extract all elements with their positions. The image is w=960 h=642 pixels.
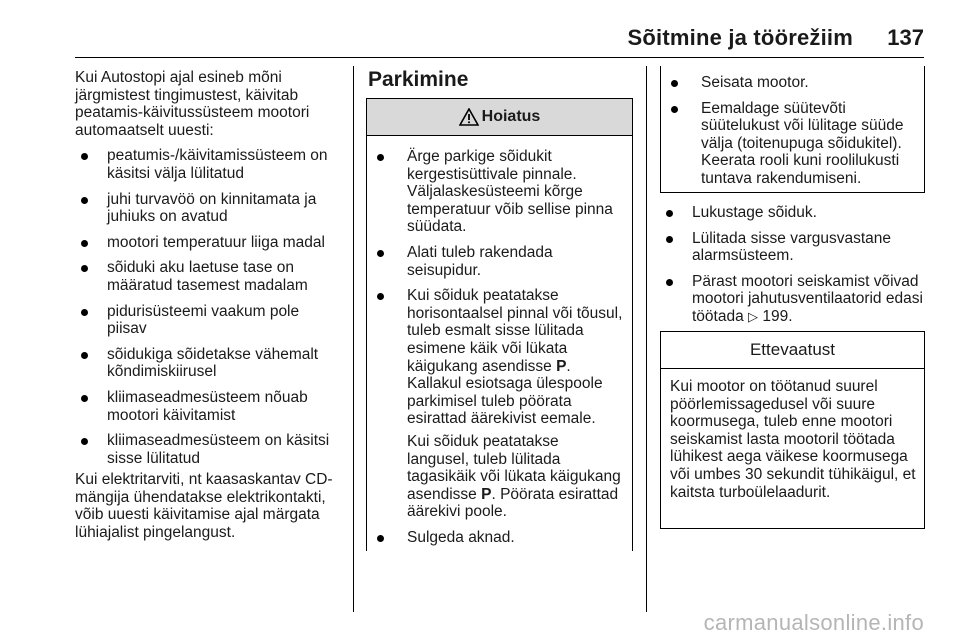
list-item: peatumis-/käivitamissüsteem on käsitsi välja lülitatud bbox=[75, 147, 343, 182]
middle-column bbox=[368, 68, 632, 92]
bullet-dot bbox=[666, 236, 673, 243]
warning-box bbox=[366, 98, 633, 551]
bullet-dot bbox=[81, 197, 88, 204]
bullet-dot bbox=[81, 240, 88, 247]
caution-box bbox=[660, 331, 925, 529]
restart-conditions-list bbox=[75, 147, 343, 467]
list-item: Pärast mootori seiskamist võivad mootori jahutusventilaatorid edasi töötada ▷ 199. bbox=[660, 273, 928, 326]
list-item: pidurisüsteemi vaakum pole piisav bbox=[75, 303, 343, 338]
bullet-dot bbox=[666, 279, 673, 286]
warning-triangle-icon bbox=[459, 108, 479, 126]
bullet-dot bbox=[81, 352, 88, 359]
bullet-dot bbox=[377, 293, 384, 300]
list-item: mootori temperatuur liiga madal bbox=[75, 234, 343, 252]
bullet-dot bbox=[81, 309, 88, 316]
list-item: kliimaseadmesüsteem on käsitsi sisse lülitatud bbox=[75, 432, 343, 467]
column-separator-1 bbox=[353, 66, 354, 612]
parking-warning-list bbox=[375, 148, 624, 546]
bullet-dot bbox=[81, 438, 88, 445]
right-column bbox=[660, 196, 928, 326]
warning-content bbox=[367, 136, 632, 546]
warning-box-continued bbox=[660, 66, 925, 193]
list-item: Seisata mootor. bbox=[669, 74, 918, 92]
bullet-dot bbox=[81, 153, 88, 160]
header-rule bbox=[75, 57, 924, 58]
list-item: Eemaldage süütevõti süütelukust või lülitage süüde välja (toitenupuga sõidukitel). Keerata rooli kuni roolilukusti tuntava rakendumiseni. bbox=[669, 100, 918, 188]
section-title: Parkimine bbox=[368, 68, 469, 91]
outro-paragraph: Kui elektritarviti, nt kaasaskantav CD-mängija ühendatakse elektrikontakti, võib uuesti käivitamise ajal märgata lühiajalist pingelangust. bbox=[75, 471, 333, 542]
column-separator-2 bbox=[646, 66, 647, 612]
bullet-dot bbox=[377, 250, 384, 257]
page-number: 137 bbox=[887, 25, 924, 50]
page-reference-arrow-icon: ▷ bbox=[748, 308, 759, 324]
bullet-dot bbox=[81, 395, 88, 402]
list-item: Lülitada sisse vargusvastane alarmsüsteem. bbox=[660, 230, 928, 265]
header-title: Sõitmine ja töörežiim bbox=[627, 25, 853, 50]
list-item: sõiduki aku laetuse tase on määratud tasemest madalam bbox=[75, 259, 343, 294]
caution-box-header bbox=[661, 332, 924, 369]
list-item: Lukustage sõiduk. bbox=[660, 204, 928, 222]
bullet-dot bbox=[666, 210, 673, 217]
page-reference[interactable]: 199. bbox=[762, 307, 793, 325]
watermark: carmanualsonline.info bbox=[703, 610, 924, 635]
bullet-dot bbox=[81, 265, 88, 272]
warning-box-header bbox=[367, 99, 632, 136]
warning-continued-list bbox=[669, 74, 918, 188]
caution-text: Kui mootor on töötanud suurel pöörlemissagedusel või suure koormusega, tuleb enne mootori seiskamist lasta mootoril töötada lühikest aega väikese koormusega või umbes 30 sekundit tühikäigul, et kaitsta turboülelaadurit. bbox=[670, 378, 916, 501]
list-item: sõidukiga sõidetakse vähemalt kõndimiskiirusel bbox=[75, 346, 343, 381]
left-column bbox=[75, 69, 343, 542]
intro-paragraph: Kui Autostopi ajal esineb mõni järgmistest tingimustest, käivitab peatamis-käivitussüsteem mootori automaatselt uuesti: bbox=[75, 69, 310, 139]
list-item: kliimaseadmesüsteem nõuab mootori käivitamist bbox=[75, 389, 343, 424]
list-item: Kui sõiduk peatatakse horisontaalsel pinnal või tõusul, tuleb esmalt sisse lülitada esimene käik või lükata käigukang asendisse P. Kallakul esiotsaga ülespoole parkimisel tuleb pöörata esirattad äärekivist eemale. Kui sõiduk peatatakse langusel, tuleb lülitada tagasikäik või lükata käigukang asendisse P. Pöörata esirattad äärekivi poole. bbox=[375, 287, 624, 521]
list-item-paragraph: Kui sõiduk peatatakse langusel, tuleb lülitada tagasikäik või lükata käigukang asendisse P. Pöörata esirattad äärekivi poole. bbox=[407, 432, 621, 521]
list-item: Sulgeda aknad. bbox=[375, 529, 624, 547]
bullet-dot bbox=[671, 106, 678, 113]
caution-title: Ettevaatust bbox=[749, 340, 836, 359]
list-item: juhi turvavöö on kinnitamata ja juhiuks on avatud bbox=[75, 191, 343, 226]
bullet-dot bbox=[671, 80, 678, 87]
list-item: Alati tuleb rakendada seisupidur. bbox=[375, 244, 624, 279]
bullet-dot bbox=[377, 535, 384, 542]
parking-steps-list bbox=[660, 204, 928, 326]
list-item: Ärge parkige sõidukit kergestisüttivale pinnale. Väljalaskesüsteemi kõrge temperatuur võib sellise pinna süüdata. bbox=[375, 148, 624, 236]
warning-title: Hoiatus bbox=[481, 108, 541, 125]
bullet-dot bbox=[377, 154, 384, 161]
